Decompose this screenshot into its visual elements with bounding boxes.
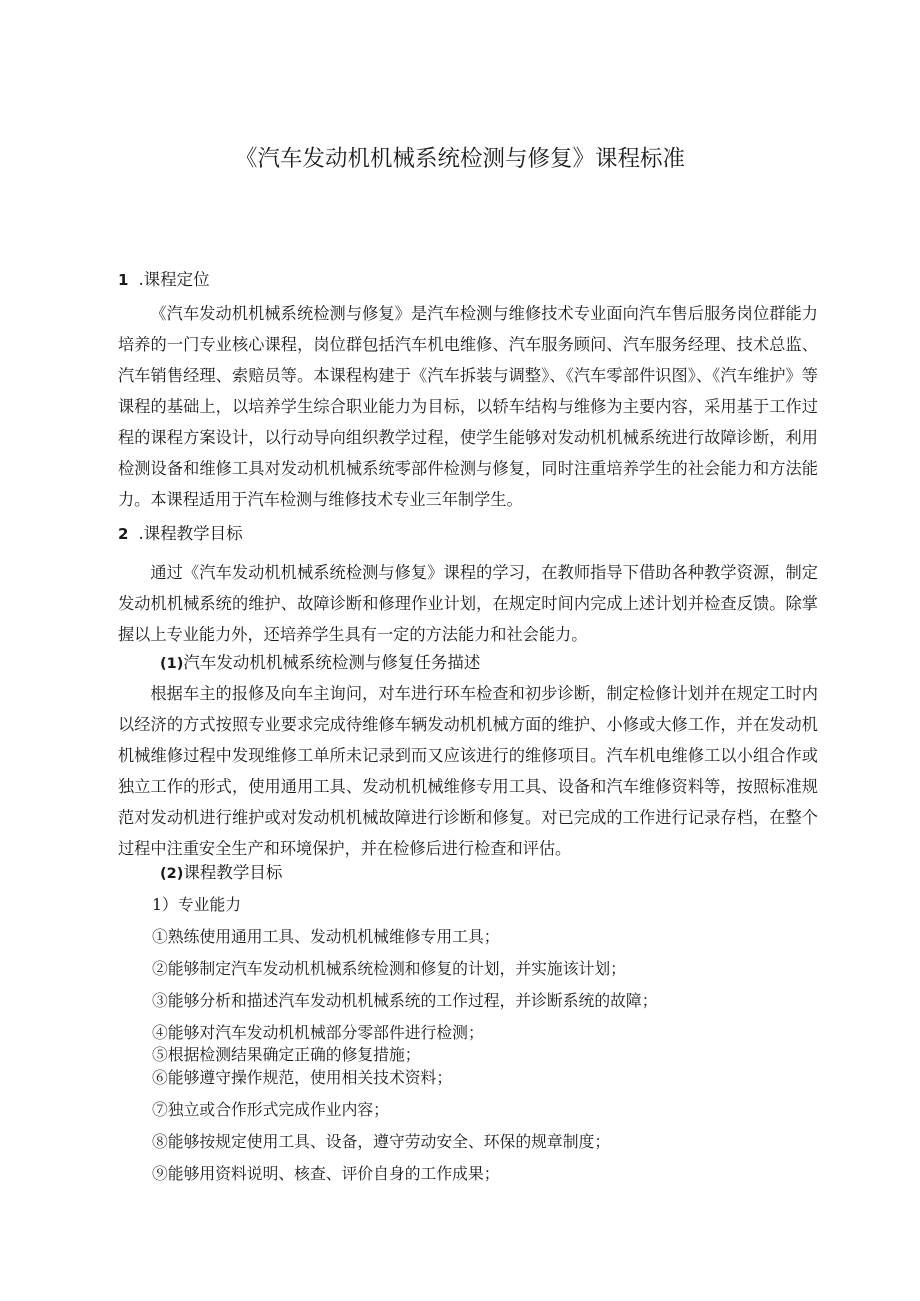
list-item: ⑧能够按规定使用工具、设备，遵守劳动安全、环保的规章制度； [152, 1132, 611, 1151]
document-title: 《汽车发动机机械系统检测与修复》课程标准 [234, 146, 685, 172]
list-item: ⑥能够遵守操作规范，使用相关技术资料； [152, 1068, 453, 1087]
ability-heading: 1）专业能力 [152, 895, 242, 914]
subsection-number: (1) [160, 656, 184, 672]
section-number: 1 [118, 271, 129, 289]
section-heading-teaching-goals [118, 522, 243, 546]
list-item: ⑨能够用资料说明、核查、评价自身的工作成果； [152, 1164, 500, 1183]
section-heading-course-positioning [118, 268, 210, 292]
subsection-heading-task-description [160, 651, 480, 676]
list-item: ⑤根据检测结果确定正确的修复措施； [152, 1045, 421, 1064]
subsection-heading-course-goals [160, 861, 282, 886]
list-item: ①熟练使用通用工具、发动机机械维修专用工具； [152, 927, 500, 946]
teaching-goals-paragraph: 通过《汽车发动机机械系统检测与修复》课程的学习，在教师指导下借助各种教学资源，制定发动机机械系统的维护、故障诊断和修理作业计划，在规定时间内完成上述计划并检查反馈。除掌握以上专业能力外，还培养学生具有一定的方法能力和社会能力。 [118, 563, 818, 644]
section-number: 2 [118, 525, 129, 543]
list-item: ⑦独立或合作形式完成作业内容； [152, 1100, 389, 1119]
course-positioning-paragraph: 《汽车发动机机械系统检测与修复》是汽车检测与维修技术专业面向汽车售后服务岗位群能力培养的一门专业核心课程，岗位群包括汽车机电维修、汽车服务顾问、汽车服务经理、技术总监、汽车销售经理、索赔员等。本课程构建于《汽车拆装与调整》、《汽车零部件识图》、《汽车维护》等课程的基础上，以培养学生综合职业能力为目标，以轿车结构与维修为主要内容，采用基于工作过程的课程方案设计，以行动导向组织教学过程，使学生能够对发动机机械系统进行故障诊断，利用检测设备和维修工具对发动机机械系统零部件检测与修复，同时注重培养学生的社会能力和方法能力。本课程适用于汽车检测与维修技术专业三年制学生。 [118, 304, 818, 509]
list-item: ②能够制定汽车发动机机械系统检测和修复的计划，并实施该计划； [152, 959, 626, 978]
section-title: .课程教学目标 [138, 524, 243, 543]
list-item: ③能够分析和描述汽车发动机机械系统的工作过程，并诊断系统的故障； [152, 991, 658, 1010]
subsection-title: 汽车发动机机械系统检测与修复任务描述 [183, 653, 481, 672]
subsection-title: 课程教学目标 [183, 863, 283, 882]
section-title: .课程定位 [138, 270, 210, 289]
subsection-number: (2) [160, 866, 184, 882]
list-item: ④能够对汽车发动机机械部分零部件进行检测； [152, 1023, 484, 1042]
task-description-paragraph: 根据车主的报修及向车主询问，对车进行环车检查和初步诊断，制定检修计划并在规定工时内以经济的方式按照专业要求完成待维修车辆发动机机械方面的维护、小修或大修工作，并在发动机机械维修过程中发现维修工单所未记录到而又应该进行的维修项目。汽车机电维修工以小组合作或独立工作的形式，使用通用工具、发动机机械维修专用工具、设备和汽车维修资料等，按照标准规范对发动机进行维护或对发动机机械故障进行诊断和修复。对已完成的工作进行记录存档，在整个过程中注重安全生产和环境保护，并在检修后进行检查和评估。 [118, 684, 818, 858]
